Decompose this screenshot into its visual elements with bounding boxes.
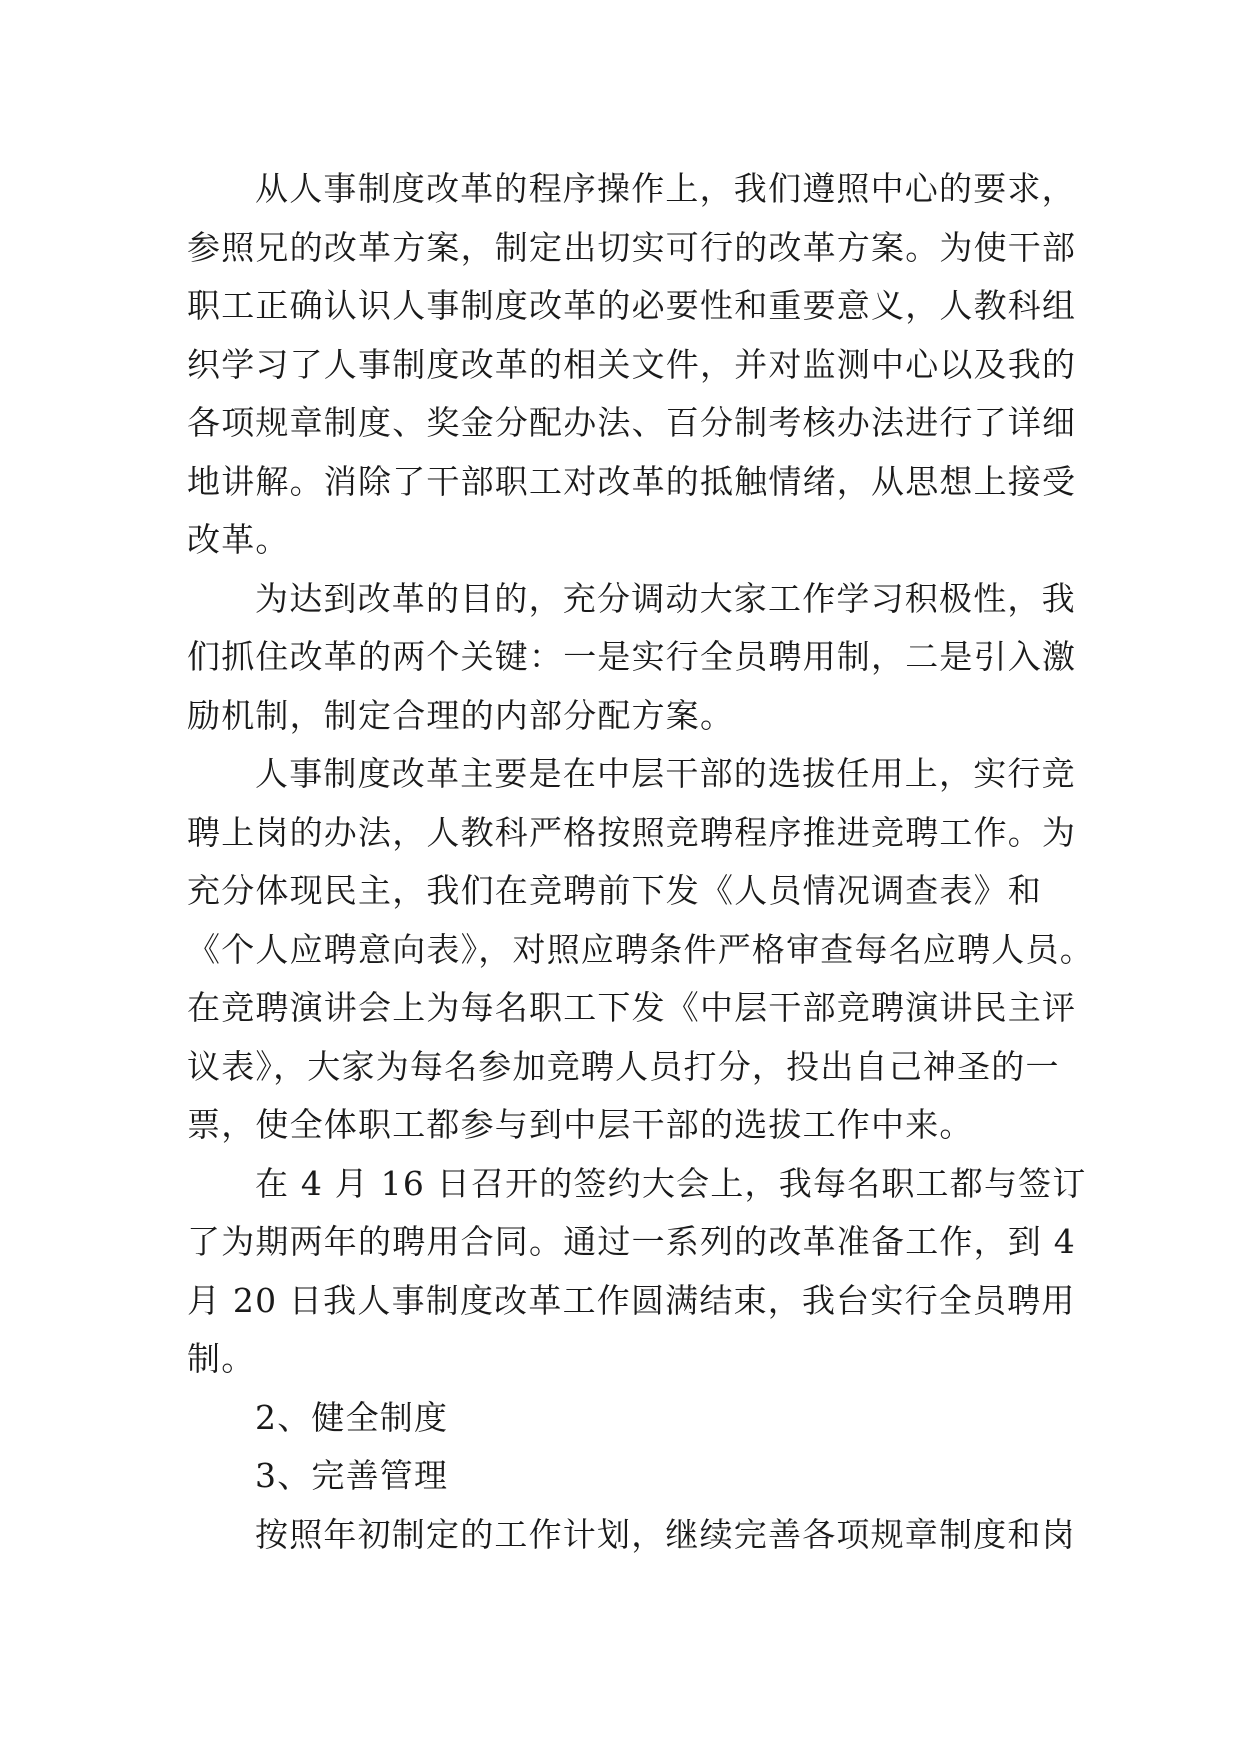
text-line: 参照兄的改革方案，制定出切实可行的改革方案。为使干部	[187, 227, 1077, 267]
text-line: 议表》，大家为每名参加竞聘人员打分，投出自己神圣的一	[187, 1046, 1060, 1086]
text-line: 了为期两年的聘用合同。通过一系列的改革准备工作，到 4	[187, 1222, 1076, 1261]
text-line: 在竞聘演讲会上为每名职工下发《中层干部竞聘演讲民主评	[187, 988, 1077, 1027]
section-heading: 2、健全制度	[255, 1397, 449, 1437]
text-line: 《个人应聘意向表》，对照应聘条件严格审查每名应聘人员。	[187, 929, 1094, 969]
text-line: 各项规章制度、奖金分配办法、百分制考核办法进行了详细	[187, 403, 1077, 442]
text-line: 月 20 日我人事制度改革工作圆满结束，我台实行全员聘用	[187, 1280, 1076, 1320]
text-line: 聘上岗的办法，人教科严格按照竞聘程序推进竞聘工作。为	[187, 812, 1077, 852]
text-line: 们抓住改革的两个关键：一是实行全员聘用制，二是引入激	[187, 637, 1077, 676]
text-line: 人事制度改革主要是在中层干部的选拔任用上，实行竞	[255, 754, 1076, 793]
text-line: 为达到改革的目的，充分调动大家工作学习积极性，我	[255, 578, 1076, 618]
text-line: 地讲解。消除了干部职工对改革的抵触情绪，从思想上接受	[187, 461, 1077, 501]
text-line: 励机制，制定合理的内部分配方案。	[187, 695, 735, 735]
section-heading: 3、完善管理	[255, 1456, 449, 1495]
text-line: 充分体现民主，我们在竞聘前下发《人员情况调查表》和	[187, 871, 1042, 910]
document-body	[187, 160, 1094, 1564]
text-line: 制。	[187, 1339, 256, 1378]
text-line: 织学习了人事制度改革的相关文件，并对监测中心以及我的	[187, 344, 1077, 384]
text-line: 职工正确认识人事制度改革的必要性和重要意义，人教科组	[187, 286, 1077, 325]
text-line: 从人事制度改革的程序操作上，我们遵照中心的要求，	[255, 169, 1076, 208]
text-line: 改革。	[187, 520, 290, 559]
text-line: 票，使全体职工都参与到中层干部的选拔工作中来。	[187, 1105, 974, 1144]
text-line: 在 4 月 16 日召开的签约大会上，我每名职工都与签订	[255, 1163, 1087, 1203]
text-line: 按照年初制定的工作计划，继续完善各项规章制度和岗	[255, 1514, 1076, 1554]
